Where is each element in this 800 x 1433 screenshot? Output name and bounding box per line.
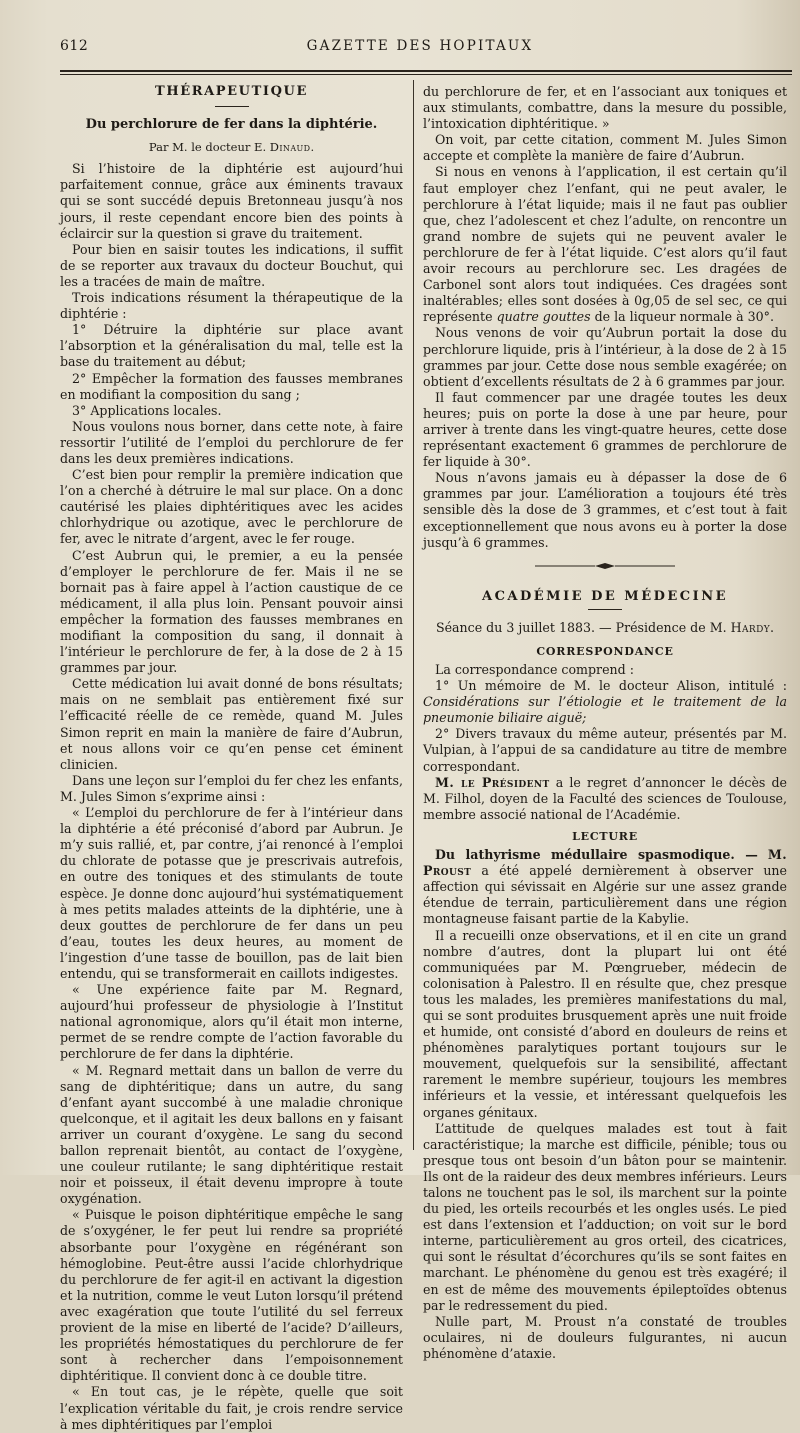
left-column <box>60 84 403 1433</box>
paragraph: Trois indications résument la thérapeutique de la diphtérie : <box>60 290 403 322</box>
paragraph: Cette médication lui avait donné de bons résultats; mais on ne semblait pas entièrement fixé sur l’efficacité réelle de ce remède, quand M. Jules Simon reprit en main la manière de faire d’Aubrun, et nous allons voir ce qu’en pense cet éminent clinicien. <box>60 676 403 772</box>
paragraph: du perchlorure de fer, et en l’associant aux toniques et aux stimulants, combattre, dans la mesure du possible, l’intoxication diphtéritique. » <box>423 84 787 132</box>
president-lead: M. le Président <box>435 774 550 790</box>
article-title: Du perchlorure de fer dans la diphtérie. <box>85 117 378 133</box>
seance-prefix: Séance du 3 juillet 1883. — Présidence de M. <box>435 619 727 635</box>
quote-paragraph: « Puisque le poison diphtéritique empêche le sang de s’oxygéner, le fer peut lui rendre sa propriété absorbante pour l’oxygène en régénérant son hémoglobine. Peut-être aussi l’acide chlorhydrique du perchlorure de fer agit-il en activant la digestion et la nutrition, comme le veut Luton lorsqu’il prétend avec exagération que toute l’utilité du sel ferreux provient de la mise en liberté de l’acide? D’ailleurs, les propriétés hémostatiques du perchlorure de fer sont à rechercher dans l’empoisonnement diphtéritique. Il convient donc à ce double titre. <box>60 1207 403 1384</box>
title-rule <box>588 609 622 610</box>
seance-line: Séance du 3 juillet 1883. — Présidence de M. Hardy. <box>435 619 775 635</box>
paragraph: Il faut commencer par une dragée toutes les deux heures; puis on porte la dose à une par heure, pour arriver à trente dans les vingt-quatre heures, cette dose représentant exactement 6 grammes de perchlorure de fer liquide à 30°. <box>423 389 787 470</box>
subhead-lecture: LECTURE <box>572 829 638 843</box>
text-span: Si nous en venons à l’application, il est certain qu’il faut employer chez l’enfant, qui ne peut avaler, le perchlorure à l’état liquide; mais il ne faut pas oublier que, chez l’adolescent et chez l’adulte, on rencontre un grand nombre de sujets qui ne peuvent avaler le perchlorure de fer à l’état liquide. C’est alors qu’il faut avoir recours au perchlorure sec. Les dragées de Carbonel sont alors tout indiquées. Ces dragées sont inaltérables; elles sont dosées à 0g,05 de sel sec, ce qui représente <box>423 164 787 325</box>
paragraph: 2° Divers travaux du même auteur, présentés par M. Vulpian, à l’appui de sa candidature au titre de membre correspondant. <box>423 726 787 774</box>
paragraph: Nous n’avons jamais eu à dépasser la dose de 6 grammes par jour. L’amélioration a toujours été très sensible dès la dose de 3 grammes, et c’est tout à fait exceptionnellement que nous avons eu à porter la dose jusqu’à 6 grammes. <box>423 470 787 550</box>
title-rule <box>215 106 249 107</box>
section-title-academie: ACADÉMIE DE MÉDECINE <box>481 588 728 604</box>
right-column <box>423 84 787 1362</box>
paragraph: Si l’histoire de la diphtérie est aujourd’hui parfaitement connue, grâce aux éminents travaux qui se sont succédé depuis Bretonneau jusqu’à nos jours, il reste cependant encore bien des points à éclaircir sur la question si grave du traitement. <box>60 161 403 241</box>
section-ornament <box>423 559 787 569</box>
journal-title: GAZETTE DES HOPITAUX <box>306 38 534 54</box>
paragraph <box>423 164 787 325</box>
byline: Par M. le docteur E. Dinaud. <box>148 140 315 155</box>
paragraph: Dans une leçon sur l’emploi du fer chez les enfants, M. Jules Simon s’exprime ainsi : <box>60 772 403 804</box>
paragraph: Nous venons de voir qu’Aubrun portait la dose du perchlorure liquide, pris à l’intérieur, à la dose de 2 à 15 grammes par jour. Cette dose nous semble exagérée; on obtient d’excellents résultats de 2 à 6 grammes par jour. <box>423 325 787 389</box>
byline-prefix: Par M. le docteur E. <box>148 140 267 155</box>
paragraph: L’attitude de quelques malades est tout à fait caractéristique; la marche est difficile, pénible; tous ou presque tous ont besoin d’un bâton pour se maintenir. Ils ont de la raideur des deux membres inférieurs. Leurs talons ne touchent pas le sol, ils marchent sur la pointe du pied, les orteils recourbés et les ongles usés. Le pied est dans l’extension et l’adduction; on voit sur le bord interne, particulièrement au gros orteil, des cicatrices, qui sont le résultat d’écorchures qu’ils se sont faites en marchant. Le phénomène du genou est très exagéré; il en est de même des mouvements épileptoïdes obtenus par le redressement du pied. <box>423 1120 787 1313</box>
paragraph: C’est bien pour remplir la première indication que l’on a cherché à détruire le mal sur place. On a donc cautérisé les plaies diphtéritiques avec les acides chlorhydrique ou azotique, avec le perchlorure de fer, avec le nitrate d’argent, avec le fer rouge. <box>60 467 403 547</box>
paragraph: 1° Détruire la diphtérie sur place avant l’absorption et la généralisation du mal, telle est la base du traitement au début; <box>60 322 403 370</box>
header-rule-thick <box>60 70 792 72</box>
quote-paragraph: « M. Regnard mettait dans un ballon de verre du sang de diphtéritique; dans un autre, du sang d’enfant ayant succombé à une maladie chronique quelconque, et il agitait les deux ballons en y faisant arriver un courant d’oxygène. Le sang du second ballon reprenait bientôt, au contact de l’oxygène, une couleur rutilante; le sang diphtéritique restait noir et poisseux, il était devenu impropre à toute oxygénation. <box>60 1062 403 1207</box>
column-divider <box>413 80 414 1150</box>
quote-paragraph: « L’emploi du perchlorure de fer à l’intérieur dans la diphtérie a été préconisé d’abord par Aubrun. Je m’y suis rallié, et, par contre, j’ai renoncé à l’emploi du chlorate de potasse que je prescrivais autrefois, en outre des toniques et des stimulants de toute espèce. Je donne donc aujourd’hui systématiquement à mes petits malades atteints de la diphtérie, une à deux gouttes de perchlorure de fer dans un peu d’eau, toutes les deux heures, au moment de l’ingestion d’une tasse de bouillon, pas de lait bien entendu, qui se transformerait en caillots indigestes. <box>60 805 403 981</box>
paragraph: C’est Aubrun qui, le premier, a eu la pensée d’employer le perchlorure de fer. Mais il ne se bornait pas à faire appel à l’action caustique de ce médicament, il alla plus loin. Pensant pouvoir ainsi empêcher la formation des fausses membranes en modifiant la composition du sang, il donnait à l’intérieur le perchlorure de fer, à la dose de 2 à 15 grammes par jour. <box>60 547 403 676</box>
paragraph: Pour bien en saisir toutes les indications, il suffit de se reporter aux travaux du docteur Bouchut, qui les a tracées de main de maître. <box>60 241 403 289</box>
lecture-author: M. Proust <box>423 847 787 879</box>
paragraph: Il a recueilli onze observations, et il en cite un grand nombre d’autres, dont la plupart lui ont été communiquées par M. Pœngrueber, médecin de colonisation à Palestro. Il en résulte que, chez presque tous les malades, les premières manifestations du mal, qui se sont produites brusquement après une nuit froide et humide, ont consisté d’abord en douleurs de reins et phénomènes paralytiques portant toujours sur le mouvement, quelquefois sur la sensibilité, affectant rarement le membre supérieur, toujours les membres inférieurs et la vessie, et intéressant quelquefois les organes génitaux. <box>423 927 787 1120</box>
lecture-title: Du lathyrisme médullaire spasmodique. — <box>435 847 758 863</box>
paragraph: Nulle part, M. Proust n’a constaté de troubles oculaires, ni de douleurs fulgurantes, ni aucun phénomène d’ataxie. <box>423 1313 787 1361</box>
paragraph: On voit, par cette citation, comment M. Jules Simon accepte et complète la manière de faire d’Aubrun. <box>423 132 787 164</box>
text-span: de la liqueur normale à 30°. <box>594 309 774 325</box>
subhead-correspondance: CORRESPONDANCE <box>536 644 674 658</box>
paragraph: La correspondance comprend : <box>435 662 634 677</box>
quote-paragraph: « Une expérience faite par M. Regnard, aujourd’hui professeur de physiologie à l’Institut national agronomique, alors qu’il était mon interne, permet de se rendre compte de l’action favorable du perchlorure de fer dans la diphtérie. <box>60 982 403 1062</box>
text-span: a le regret d’annoncer le décès de M. Filhol, doyen de la Faculté des sciences de Toulouse, membre associé national de l’Académie. <box>423 774 787 822</box>
italic-span: quatre gouttes <box>496 309 591 325</box>
text-span: a été appelé dernièrement à observer une affection qui sévissait en Algérie sur une assez grande étendue de terrain, particulièrement dans une région montagneuse faisant partie de la Kabylie. <box>423 863 787 927</box>
paragraph: 3° Applications locales. <box>72 402 222 418</box>
section-title-therapeutique: THÉRAPEUTIQUE <box>155 84 308 99</box>
paragraph: 2° Empêcher la formation des fausses membranes en modifiant la composition du sang ; <box>60 370 403 402</box>
paragraph <box>423 775 787 823</box>
quote-paragraph: « En tout cas, je le répète, quelle que soit l’explication véritable du fait, je crois rendre service à mes diphtéritiques par l’emploi <box>60 1384 403 1432</box>
paragraph <box>423 678 787 726</box>
header-rule-thin <box>60 74 792 75</box>
byline-author: Dinaud <box>269 140 311 155</box>
paragraph <box>423 847 787 927</box>
page-header <box>60 38 780 60</box>
paragraph: Nous voulons nous borner, dans cette note, à faire ressortir l’utilité de l’emploi du perchlorure de fer dans les deux premières indications. <box>60 418 403 466</box>
italic-span: Considérations sur l’étiologie et le traitement de la pneumonie biliaire aiguë; <box>423 694 787 726</box>
page-number: 612 <box>60 38 89 54</box>
seance-president: Hardy <box>730 619 771 635</box>
text-span: 1° Un mémoire de M. le docteur Alison, intitulé : <box>435 678 787 694</box>
